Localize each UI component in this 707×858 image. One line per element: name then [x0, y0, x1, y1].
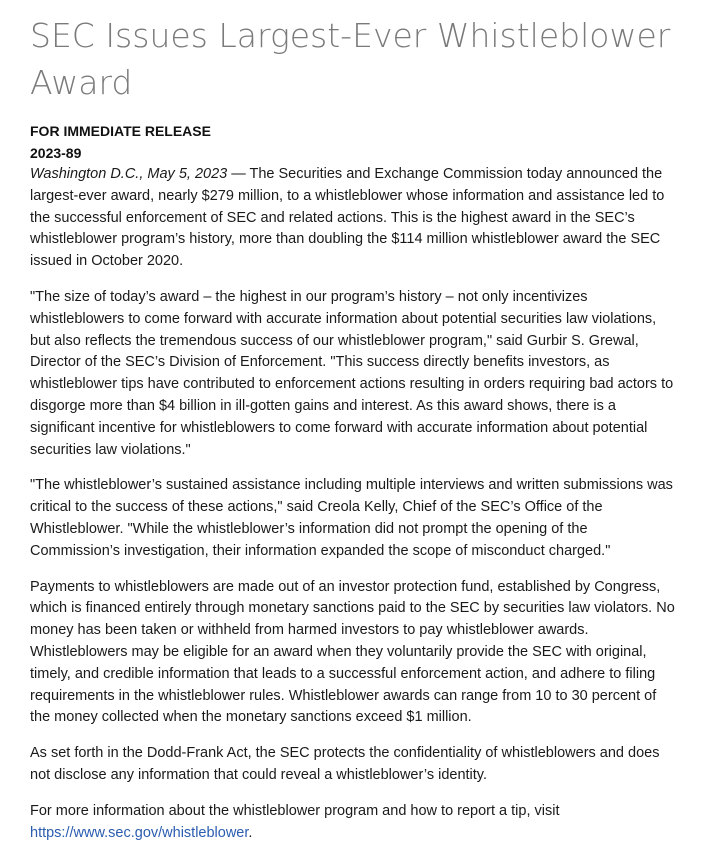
whistleblower-link[interactable]: https://www.sec.gov/whistleblower [30, 824, 249, 841]
paragraph-confidentiality: As set forth in the Dodd-Frank Act, the SEC protects the confidentiality of whistleblowers and does not disclose any information that could reveal a whistleblower’s identity. [30, 745, 660, 783]
paragraph-intro-text: The Securities and Exchange Commission today announced the largest-ever award, nearly $279 million, to a whistleblower whose information and assistance led to the successful enforcement of SEC and related actions. This is the highest award in the SEC’s whistleblower program’s history, more than doubling the $114 million whistleblower award the SEC issued in October 2020. [30, 166, 665, 270]
release-number: 2023-89 [30, 145, 82, 161]
more-info-text: For more information about the whistleblower program and how to report a tip, visit [30, 802, 560, 819]
dateline-separator: — [227, 166, 250, 182]
press-release [30, 0, 680, 858]
paragraph-kelly-quote: "The whistleblower’s sustained assistance including multiple interviews and written submissions was critical to the success of these actions," said Creola Kelly, Chief of the SEC’s Office of the Whistleblower. "While the whistleblower’s information did not prompt the opening of the Commission’s investigation, their information expanded the scope of misconduct charged." [30, 477, 673, 559]
paragraph-intro [30, 164, 680, 273]
dateline: Washington D.C., May 5, 2023 [30, 166, 228, 182]
more-info-period: . [248, 824, 253, 841]
paragraph-grewal-quote: "The size of today’s award – the highest in our program’s history – not only incentivizes whistleblowers to come forward with accurate information about potential securities law violations, but also reflects the tremendous success of our whistleblower program," said Gurbir S. Grewal, Director of the SEC’s Division of Enforcement. "This success directly benefits investors, as whistleblower tips have contributed to enforcement actions resulting in orders requiring bad actors to disgorge more than $4 billion in ill-gotten gains and interest. As this award shows, there is a significant incentive for whistleblowers to come forward with accurate information about potential securities law violations." [30, 288, 674, 458]
release-label: FOR IMMEDIATE RELEASE [30, 123, 211, 139]
paragraph-more-info [30, 801, 680, 845]
paragraph-payments: Payments to whistleblowers are made out of an investor protection fund, established by Congress, which is financed entirely through monetary sanctions paid to the SEC by securities law violators. No money has been taken or withheld from harmed investors to pay whistleblower awards. Whistleblowers may be eligible for an award when they voluntarily provide the SEC with original, timely, and credible information that leads to a successful enforcement action, and adhere to filing requirements in the whistleblower rules. Whistleblower awards can range from 10 to 30 percent of the money collected when the monetary sanctions exceed $1 million. [30, 578, 675, 726]
page-title: SEC Issues Largest-Ever Whistleblower Award [30, 16, 671, 102]
